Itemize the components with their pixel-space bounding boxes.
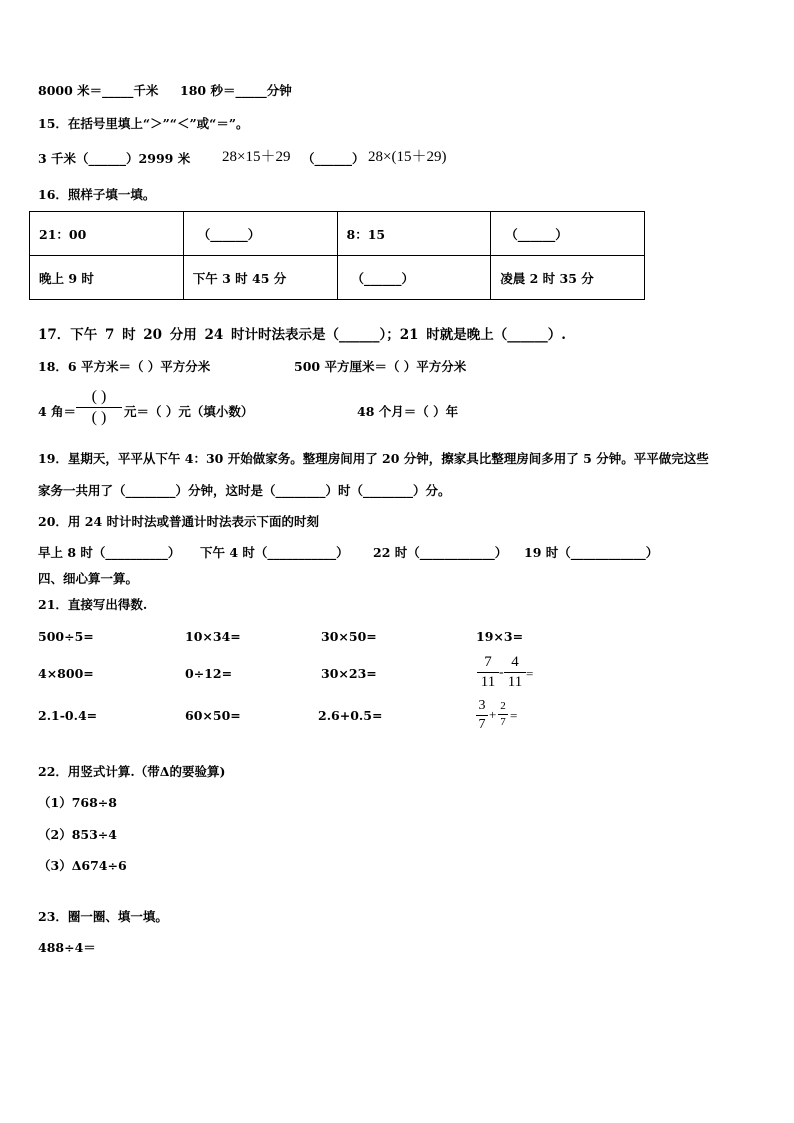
q15-blank: （______）: [302, 151, 365, 166]
table-cell: 8：15: [337, 212, 491, 256]
q21-expr: 2.1-0.4=: [38, 708, 98, 723]
numerator: 4: [511, 654, 519, 670]
q18-jiao: 4 角＝: [38, 404, 77, 419]
q14-part2: 180 秒＝_____分钟: [180, 83, 292, 98]
q20-item-2: 下午 4 时（___________）: [200, 545, 349, 560]
q22-item-1: （1）768÷8: [38, 795, 117, 810]
q16-title: 16．照样子填一填。: [38, 187, 156, 202]
fraction-bar: [477, 672, 499, 673]
q21-expr: 60×50=: [185, 708, 241, 723]
q20-title: 20．用 24 时计时法或普通计时法表示下面的时刻: [38, 514, 319, 529]
q20-item-1: 早上 8 时（__________）: [38, 545, 181, 560]
fraction-bar: [504, 672, 526, 673]
q23-title: 23．圈一圈、填一填。: [38, 909, 168, 924]
q18-fraction: [76, 389, 122, 426]
section4-title: 四、细心算一算。: [38, 571, 139, 586]
numerator: 2: [500, 700, 506, 712]
q21-eq: =: [510, 708, 518, 723]
q21-fraction-1b: [504, 655, 526, 690]
q19-line2: 家务一共用了（________）分钟，这时是（________）时（________）分。: [38, 483, 451, 498]
numerator: 7: [484, 654, 492, 670]
denominator: 11: [507, 674, 523, 690]
q18-denominator-blank: ( ): [91, 409, 107, 426]
denominator: 7: [500, 716, 506, 728]
fraction-bar: [498, 714, 508, 715]
q21-fraction-1a: [477, 655, 499, 690]
q21-op: +: [489, 707, 497, 722]
q18-line1b: 500 平方厘米＝（ ）平方分米: [294, 359, 467, 374]
q20-item-3: 22 时（____________）: [373, 545, 508, 560]
q16-table: [29, 211, 645, 300]
q21-expr: 500÷5=: [38, 629, 94, 644]
table-row: [30, 256, 645, 300]
denominator: 7: [478, 717, 486, 732]
q21-op: -: [499, 665, 504, 680]
q21-expr: 30×23=: [321, 666, 377, 681]
denominator: 11: [480, 674, 496, 690]
table-cell: 下午 3 时 45 分: [183, 256, 337, 300]
numerator: 3: [478, 698, 486, 713]
table-cell: （______）: [183, 212, 337, 256]
q14-part1: 8000 米＝_____千米: [38, 83, 159, 98]
q15-title: 15．在括号里填上“＞”“＜”或“＝”。: [38, 116, 249, 131]
q18-line1a: 18．6 平方米＝（ ）平方分米: [38, 359, 211, 374]
q21-title: 21．直接写出得数.: [38, 597, 148, 612]
q23-expr: 488÷4＝: [38, 940, 96, 955]
table-cell: 晚上 9 时: [30, 256, 184, 300]
q21-expr: 30×50=: [321, 629, 377, 644]
table-cell: 21：00: [30, 212, 184, 256]
q21-fraction-2a: [476, 699, 488, 732]
q21-expr: 2.6+0.5=: [318, 708, 383, 723]
q21-eq: =: [526, 666, 534, 681]
fraction-bar: [476, 715, 488, 716]
q15-expr-left: 28×15＋29: [222, 149, 291, 165]
q22-title: 22．用竖式计算.（带Δ的要验算): [38, 764, 226, 779]
fraction-bar: [76, 407, 122, 408]
q17-text: 17．下午 7 时 20 分用 24 时计时法表示是（______）；21 时就是晚上（______）.: [38, 327, 566, 343]
table-cell: （______）: [337, 256, 491, 300]
q15-expr-right: 28×(15＋29): [368, 149, 447, 165]
q18-yuan: 元＝（ ）元（填小数）: [124, 404, 254, 419]
q21-expr: 10×34=: [185, 629, 241, 644]
q21-fraction-2b: [498, 701, 508, 728]
q18-months: 48 个月＝（ ）年: [357, 404, 459, 419]
q21-expr: 0÷12=: [185, 666, 233, 681]
table-cell: （______）: [491, 212, 645, 256]
table-cell: 凌晨 2 时 35 分: [491, 256, 645, 300]
q22-item-3: （3）Δ674÷6: [38, 858, 127, 873]
q20-item-4: 19 时（____________）: [524, 545, 659, 560]
q21-expr: 4×800=: [38, 666, 94, 681]
table-row: [30, 212, 645, 256]
q15-item1: 3 千米（______）2999 米: [38, 151, 191, 166]
q22-item-2: （2）853÷4: [38, 827, 117, 842]
q19-line1: 19．星期天，平平从下午 4：30 开始做家务。整理房间用了 20 分钟，擦家具比整理房间多用了 5 分钟。平平做完这些: [38, 451, 709, 466]
q18-numerator-blank: ( ): [91, 388, 107, 405]
q21-expr: 19×3=: [476, 629, 524, 644]
